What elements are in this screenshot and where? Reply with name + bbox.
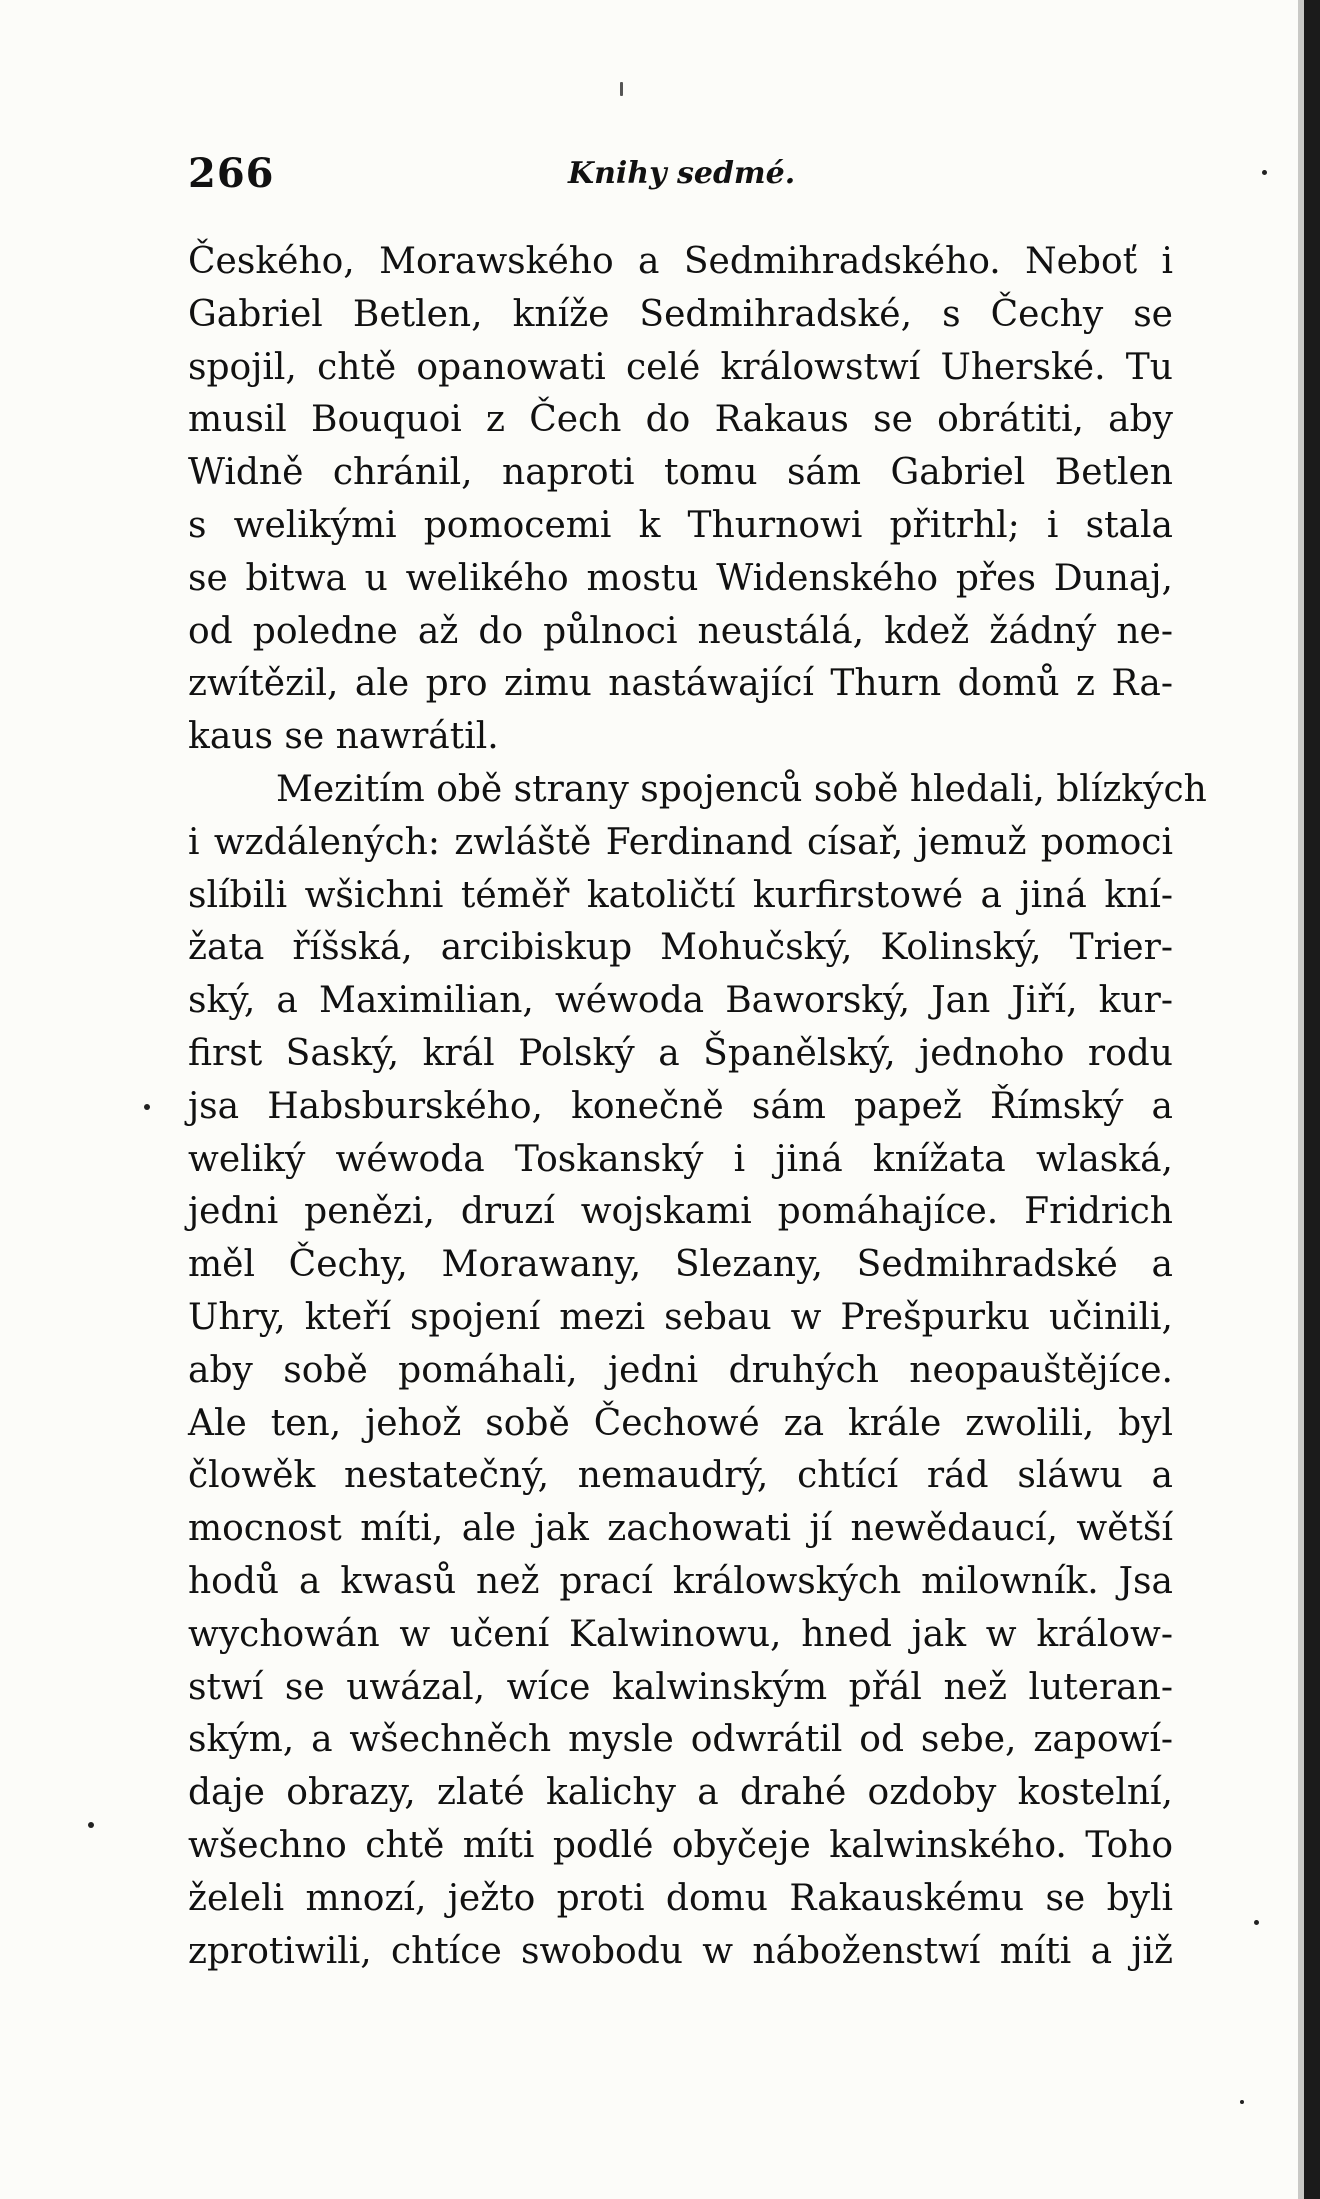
running-title: Knihy sedmé.: [568, 156, 796, 191]
text-line: Ale ten, jehož sobě Čechowé za krále zwolili, byl: [188, 1402, 1173, 1444]
text-line: jsa Habsburského, konečně sám papež Římský a: [188, 1085, 1173, 1127]
scan-speck: [1254, 1920, 1259, 1925]
page-header: [188, 150, 1173, 210]
text-line: first Saský, král Polský a Španělský, jednoho rodu: [188, 1032, 1173, 1074]
scan-speck: [1262, 170, 1267, 175]
text-line: aby sobě pomáhali, jedni druhých neopauštějíce.: [188, 1349, 1173, 1391]
text-line: zwítězil, ale pro zimu nastáwající Thurn domů z Ra-: [188, 663, 1173, 705]
text-line: měl Čechy, Morawany, Slezany, Sedmihradské a: [188, 1244, 1173, 1286]
text-line: weliký wéwoda Toskanský i jiná knížata wlaská,: [188, 1138, 1173, 1180]
text-line: želeli mnozí, ježto proti domu Rakauskému se byli: [188, 1877, 1173, 1919]
text-line: ským, a wšechněch mysle odwrátil od sebe, zapowí-: [188, 1719, 1173, 1761]
text-line-paragraph-start: Mezitím obě strany spojenců sobě hledali, blízkých: [276, 768, 1207, 810]
text-line: kaus se nawrátil.: [188, 716, 499, 758]
scan-border: [1304, 0, 1320, 2199]
text-line: od poledne až do půlnoci neustálá, kdež žádný ne-: [188, 610, 1173, 652]
text-line: wychowán w učení Kalwinowu, hned jak w králow-: [188, 1613, 1173, 1655]
text-line: spojil, chtě opanowati celé králowstwí Uherské. Tu: [188, 346, 1173, 388]
page-number: 266: [188, 150, 275, 197]
scan-speck: [1240, 2100, 1244, 2104]
text-line: slíbili wšichni téměř katoličtí kurfirstowé a jiná kní-: [188, 874, 1173, 916]
text-line: i wzdálených: zwláště Ferdinand císař, jemuž pomoci: [188, 821, 1173, 863]
text-line: člowěk nestatečný, nemaudrý, chtící rád sláwu a: [188, 1455, 1173, 1497]
text-line: wšechno chtě míti podlé obyčeje kalwinského. Toho: [188, 1824, 1173, 1866]
text-line: s welikými pomocemi k Thurnowi přitrhl; i stala: [188, 504, 1173, 546]
scan-speck: [144, 1104, 150, 1110]
scan-speck: [88, 1822, 94, 1828]
text-line: stwí se uwázal, wíce kalwinským přál než luteran-: [188, 1666, 1173, 1708]
text-line: se bitwa u welikého mostu Widenského přes Dunaj,: [188, 557, 1173, 599]
text-line: zprotiwili, chtíce swobodu w náboženstwí míti a již: [188, 1930, 1173, 1972]
text-line: musil Bouquoi z Čech do Rakaus se obrátiti, aby: [188, 399, 1173, 441]
text-line: hodů a kwasů než prací králowských milowník. Jsa: [188, 1560, 1173, 1602]
text-line: Widně chránil, naproti tomu sám Gabriel Betlen: [188, 452, 1173, 494]
text-line: jedni penězi, druzí wojskami pomáhajíce. Fridrich: [188, 1191, 1173, 1233]
text-line: Uhry, kteří spojení mezi sebau w Prešpurku učinili,: [188, 1296, 1173, 1338]
text-line: ský, a Maximilian, wéwoda Baworský, Jan Jiří, kur-: [188, 980, 1173, 1022]
text-line: Českého, Morawského a Sedmihradského. Neboť i: [188, 241, 1173, 282]
text-line: žata říšská, arcibiskup Mohučský, Kolinský, Trier-: [188, 927, 1173, 969]
text-line: Gabriel Betlen, kníže Sedmihradské, s Čechy se: [188, 293, 1173, 335]
body-text: [188, 236, 1207, 1978]
text-line: daje obrazy, zlaté kalichy a drahé ozdoby kostelní,: [188, 1772, 1173, 1814]
scan-speck: [620, 82, 623, 96]
text-line: mocnost míti, ale jak zachowati jí newědaucí, wětší: [188, 1508, 1173, 1550]
